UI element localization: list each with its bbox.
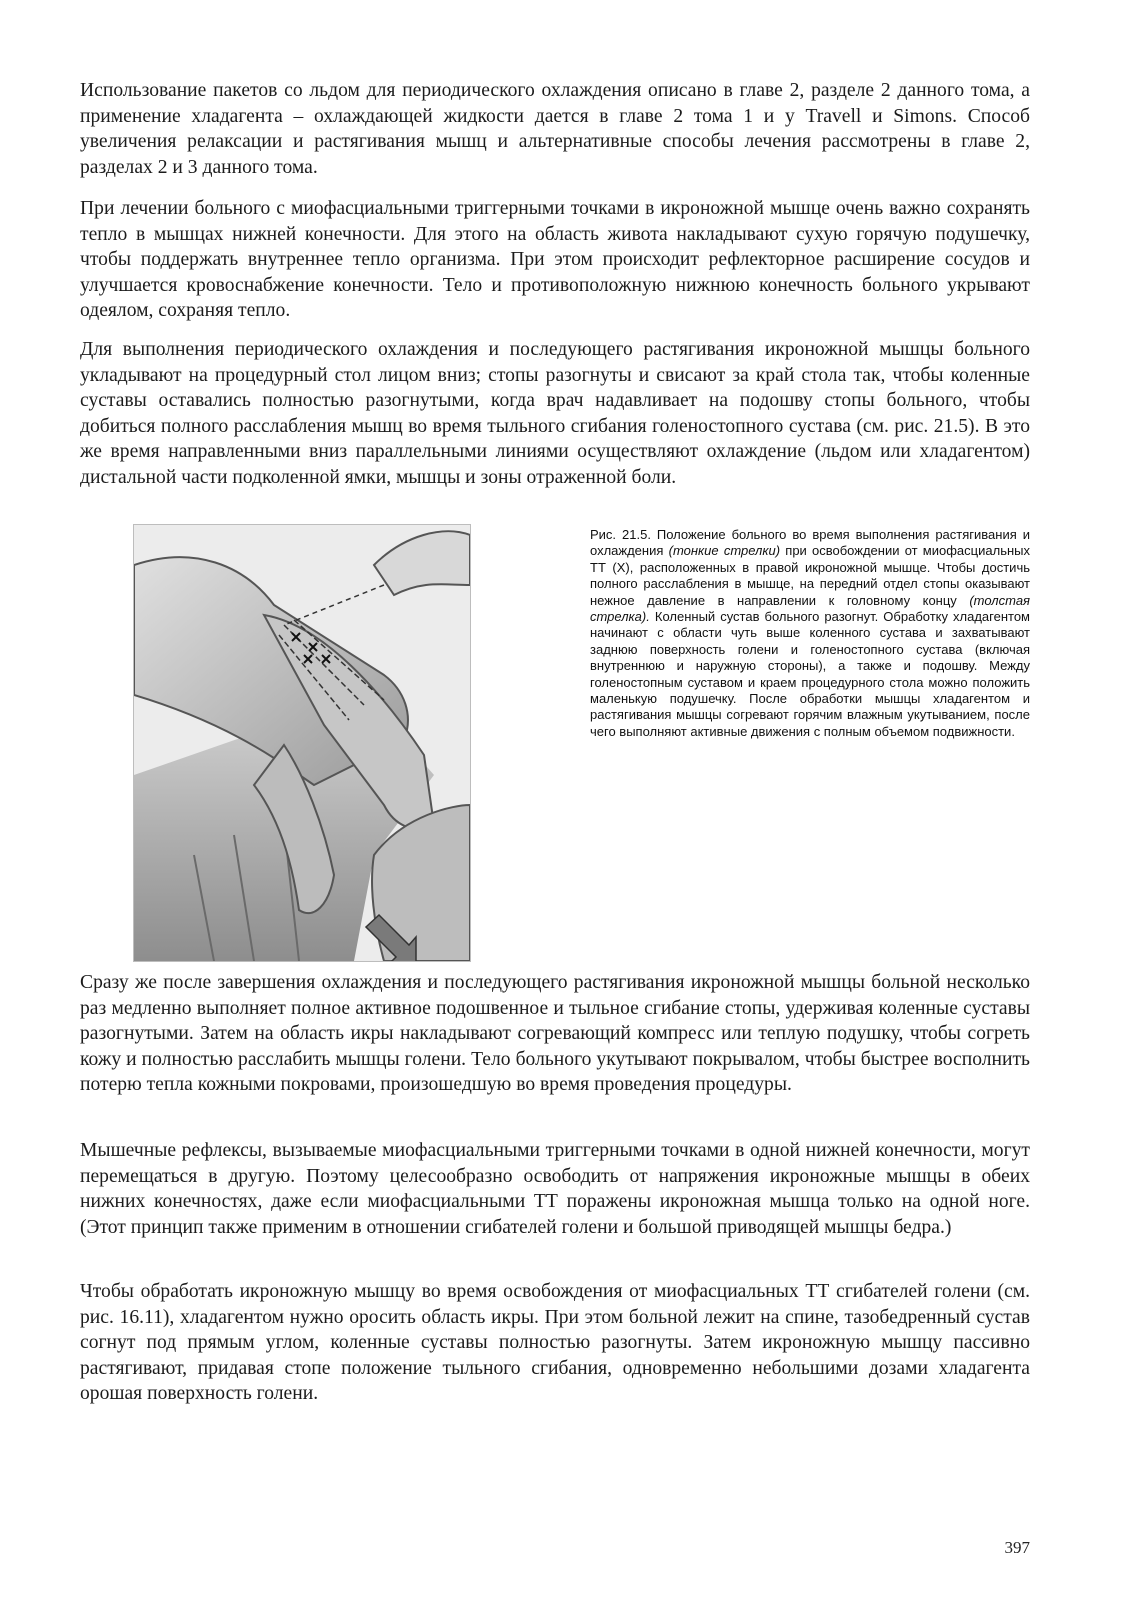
caption-text-2: при освобождении от миофасциальных ТТ (X), расположенных в правой икроножной мышце. Чтобы достичь полного расслабления в мышце, на передний отдел стопы оказывают нежное давление в направлении к головному концу xyxy=(590,543,1030,608)
leg-stretch-illustration xyxy=(134,525,470,961)
paragraph-4: Сразу же после завершения охлаждения и последующего растягивания икроножной мышцы больной несколько раз медленно выполняет полное активное подошвенное и тыльное сгибание стопы, удерживая коленные суставы разогнутыми. Затем на область икры накладывают согревающий компресс или теплую подушку, чтобы согреть кожу и полностью расслабить мышцы голени. Тело больного укутывают покрывалом, чтобы быстрее восполнить потерю тепла кожными покровами, произошедшую во время проведения процедуры. xyxy=(80,972,1030,1095)
caption-italic-1: (тонкие стрелки) xyxy=(668,543,781,559)
page-number: 397 xyxy=(1004,1538,1030,1557)
paragraph-2: При лечении больного с миофасциальными триггерными точками в икроножной мышце очень важно сохранять тепло в мышцах нижней конечности. Для этого на область живота накладывают сухую горячую подушечку, чтобы поддержать внутреннее тепло организма. При этом происходит рефлекторное расширение сосудов и улучшается кровоснабжение конечности. Тело и противоположную нижнюю конечность больного укрывают одеялом, сохраняя тепло. xyxy=(80,198,1030,321)
paragraph-6: Чтобы обработать икроножную мышцу во время освобождения от миофасциальных ТТ сгибателей голени (см. рис. 16.11), хладагентом нужно оросить область икры. При этом больной лежит на спине, тазобедренный сустав согнут под прямым углом, коленные суставы полностью разогнуты. Затем икроножную мышцу пассивно растягивают, придавая стопе положение тыльного сгибания, одновременно небольшими дозами хладагента орошая поверхность голени. xyxy=(80,1281,1030,1404)
paragraph-3: Для выполнения периодического охлаждения и последующего растягивания икроножной мышцы больного укладывают на процедурный стол лицом вниз; стопы разогнуты и свисают за край стола так, чтобы коленные суставы оставались полностью разогнутыми, когда врач надавливает на подошву стопы больного, чтобы добиться полного расслабления мышц во время тыльного сгибания голеностопного сустава (см. рис. 21.5). В это же время направленными вниз параллельными линиями осуществляют охлаждение (льдом или хладагентом) дистальной части подколенной ямки, мышцы и зоны отраженной боли. xyxy=(80,339,1030,488)
paragraph-1: Использование пакетов со льдом для периодического охлаждения описано в главе 2, разделе 2 данного тома, а применение хладагента – охлаждающей жидкости дается в главе 2 тома 1 и у Travell и Simons. Способ увеличения релаксации и растягивания мышц и альтернативные способы лечения рассмотрены в главе 2, разделах 2 и 3 данного тома. xyxy=(80,80,1030,178)
caption-text-3: Коленный сустав больного разогнут. Обработку хладагентом начинают с области чуть выше коленного сустава и захватывают заднюю поверхность голени и голеностопного сустава (включая внутреннюю и наружную стороны), а также и подошву. Между голеностопным суставом и краем процедурного стола можно положить маленькую подушечку. После обработки мышцы хладагентом и растягивания мышцы согревают горячим влажным укутыванием, после чего выполняют активные движения с полным объемом подвижности. xyxy=(590,609,1030,739)
caption-text-1: Рис. 21.5. Положение больного во время выполнения растягивания и охлаждения xyxy=(590,527,1030,559)
figure-illustration xyxy=(133,524,471,962)
figure-caption xyxy=(590,527,1030,740)
paragraph-5: Мышечные рефлексы, вызываемые миофасциальными триггерными точками в одной нижней конечности, могут перемещаться в другую. Поэтому целесообразно освободить от напряжения икроножные мышцы в обеих нижних конечностях, даже если миофасциальными ТТ поражены икроножная мышца только на одной ноге. (Этот принцип также применим в отношении сгибателей голени и большой приводящей мышцы бедра.) xyxy=(80,1140,1030,1238)
caption-italic-2: (толстая стрелка). xyxy=(590,592,1030,625)
